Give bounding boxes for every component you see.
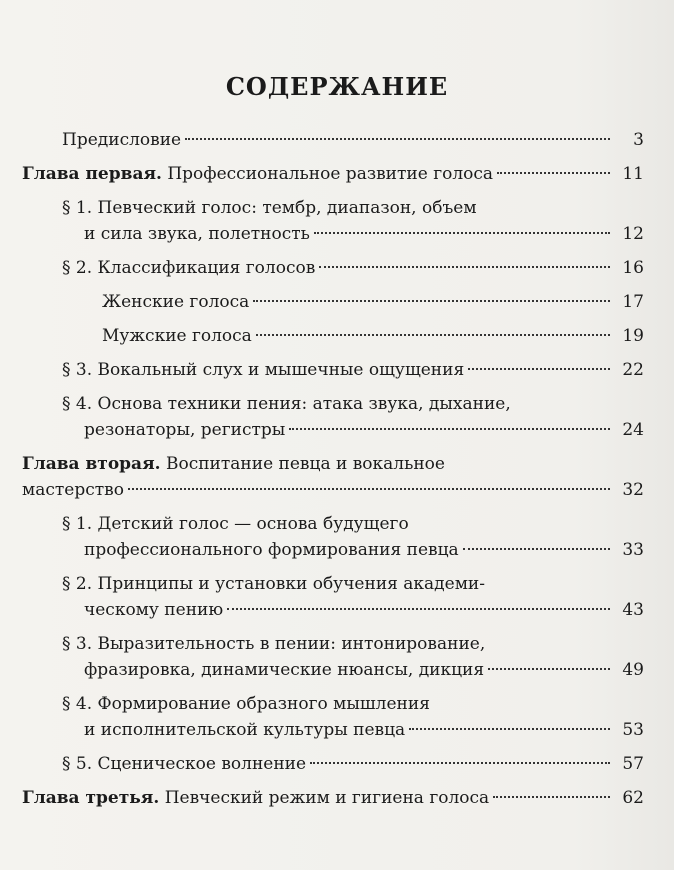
toc-entry	[0, 631, 674, 683]
dot-leader	[253, 300, 610, 302]
page-number: 43	[622, 600, 644, 620]
toc-entry-text: Глава вторая. Воспитание певца и вокальное	[22, 454, 445, 474]
toc-entry	[0, 357, 674, 383]
toc-entry-line	[62, 717, 614, 743]
page-number: 33	[622, 540, 644, 560]
toc-entry-text: § 4. Формирование образного мышления	[62, 694, 430, 714]
toc-entry-line	[62, 195, 614, 221]
toc-entry-line	[22, 451, 614, 477]
toc-entry-line	[62, 751, 614, 777]
toc-entry	[0, 323, 674, 349]
page-number: 17	[622, 292, 644, 312]
toc-title: СОДЕРЖАНИЕ	[225, 72, 449, 101]
toc-entry-text: и сила звука, полетность	[84, 224, 310, 244]
dot-leader	[227, 608, 610, 610]
toc-entry-line	[62, 255, 614, 281]
toc-entry-text: профессионального формирования певца	[84, 540, 459, 560]
toc-entry-text: § 3. Вокальный слух и мышечные ощущения	[62, 360, 465, 380]
toc-entry-text: ческому пению	[84, 600, 224, 620]
toc-entry	[0, 255, 674, 281]
dot-leader	[128, 488, 610, 490]
page-number: 12	[622, 224, 644, 244]
toc-entry-text: § 1. Певческий голос: тембр, диапазон, объем	[62, 198, 477, 218]
page-number: 11	[622, 164, 644, 184]
page-number: 57	[622, 754, 644, 774]
toc-entry-line	[62, 417, 614, 443]
toc-chapter-entry	[0, 785, 674, 811]
toc-entry-text: резонаторы, регистры	[84, 420, 286, 440]
page-number: 22	[622, 360, 644, 380]
page-number: 24	[622, 420, 644, 440]
toc-entry	[0, 511, 674, 563]
page-number: 62	[622, 788, 644, 808]
dot-leader	[488, 668, 610, 670]
toc-entry-line	[62, 127, 614, 153]
toc-entry-text: Глава первая. Профессиональное развитие голоса	[22, 164, 494, 184]
dot-leader	[409, 728, 610, 730]
dot-leader	[497, 172, 610, 174]
page-number: 53	[622, 720, 644, 740]
page-number: 16	[622, 258, 644, 278]
dot-leader	[185, 138, 610, 140]
toc-entry-text: Женские голоса	[102, 292, 250, 312]
table-of-contents	[0, 127, 674, 811]
toc-entry-line	[22, 785, 614, 811]
dot-leader	[493, 796, 610, 798]
toc-entry	[0, 691, 674, 743]
page-number: 32	[622, 480, 644, 500]
toc-entry-line	[102, 323, 614, 349]
toc-chapter-entry	[0, 451, 674, 503]
dot-leader	[310, 762, 610, 764]
toc-entry-text: Мужские голоса	[102, 326, 252, 346]
toc-entry-text: § 3. Выразительность в пении: интонирование,	[62, 634, 486, 654]
toc-entry-line	[22, 477, 614, 503]
chapter-label: Глава первая.	[22, 164, 162, 184]
toc-entry-text: Глава третья. Певческий режим и гигиена голоса	[22, 788, 490, 808]
dot-leader	[314, 232, 610, 234]
toc-entry-text: фразировка, динамические нюансы, дикция	[84, 660, 485, 680]
toc-entry-text: § 2. Принципы и установки обучения академи-	[62, 574, 485, 594]
toc-entry-text: § 4. Основа техники пения: атака звука, дыхание,	[62, 394, 511, 414]
toc-entry-line	[62, 357, 614, 383]
page-number: 49	[622, 660, 644, 680]
chapter-label: Глава вторая.	[22, 454, 161, 474]
toc-entry	[0, 195, 674, 247]
toc-entry-text: § 1. Детский голос — основа будущего	[62, 514, 409, 534]
page-number: 19	[622, 326, 644, 346]
toc-entry-line	[62, 511, 614, 537]
toc-entry	[0, 571, 674, 623]
toc-entry-line	[62, 631, 614, 657]
toc-entry-line	[62, 391, 614, 417]
toc-entry	[0, 751, 674, 777]
dot-leader	[256, 334, 610, 336]
toc-entry-line	[62, 597, 614, 623]
toc-entry-text: и исполнительской культуры певца	[84, 720, 406, 740]
toc-entry-text: Предисловие	[62, 130, 182, 150]
dot-leader	[319, 266, 610, 268]
toc-entry-text: мастерство	[22, 480, 124, 500]
toc-entry	[0, 127, 674, 153]
dot-leader	[289, 428, 610, 430]
toc-entry-text: § 5. Сценическое волнение	[62, 754, 307, 774]
toc-entry-line	[102, 289, 614, 315]
dot-leader	[468, 368, 610, 370]
dot-leader	[463, 548, 610, 550]
chapter-label: Глава третья.	[22, 788, 160, 808]
toc-entry-line	[62, 221, 614, 247]
toc-entry-line	[22, 161, 614, 187]
toc-entry-text: § 2. Классификация голосов	[62, 258, 316, 278]
toc-entry	[0, 391, 674, 443]
toc-chapter-entry	[0, 161, 674, 187]
toc-entry-line	[62, 691, 614, 717]
toc-entry-line	[62, 571, 614, 597]
toc-entry-line	[62, 657, 614, 683]
toc-entry	[0, 289, 674, 315]
page-number: 3	[633, 130, 644, 150]
toc-entry-line	[62, 537, 614, 563]
